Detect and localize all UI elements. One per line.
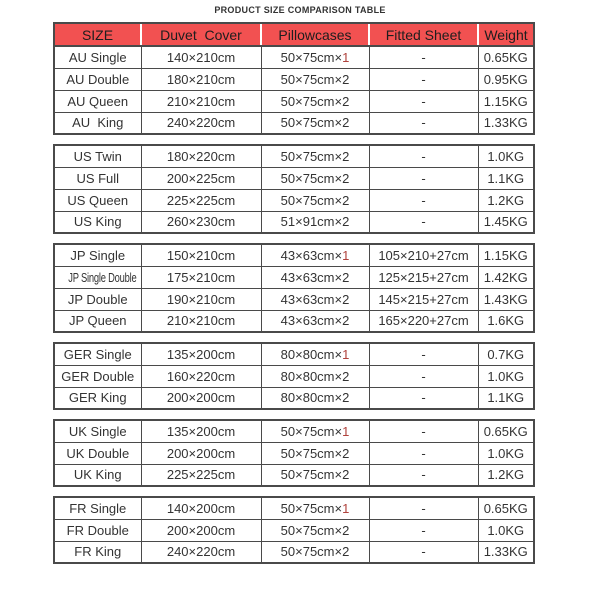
fitted-sheet-text: - [421, 500, 426, 516]
pillowcase-count-text: 2 [342, 313, 350, 329]
size-text: FR Single [69, 500, 127, 516]
weight-cell [478, 442, 534, 464]
duvet-cover-text: 160×220cm [166, 368, 236, 384]
weight-text: 1.1KG [487, 170, 525, 186]
column-header-duvet-cover: Duvet Cover [141, 23, 261, 46]
pillowcase-count-text: 2 [342, 291, 350, 307]
duvet-cover-text: 140×200cm [166, 500, 236, 516]
duvet-cover-cell [141, 365, 261, 387]
duvet-cover-text: 200×200cm [166, 445, 236, 461]
size-table-uk [53, 419, 535, 487]
weight-text: 1.42KG [483, 269, 528, 285]
pillowcase-count-text: 2 [342, 368, 350, 384]
weight-cell [478, 365, 534, 387]
duvet-cover-cell [141, 167, 261, 189]
duvet-cover-text: 135×200cm [166, 346, 236, 362]
size-text: FR Double [66, 522, 129, 538]
weight-text: 1.2KG [487, 467, 525, 483]
size-cell [54, 189, 141, 211]
table-row [54, 288, 534, 310]
weight-text: 1.0KG [487, 148, 525, 164]
fitted-sheet-text: - [421, 445, 426, 461]
fitted-sheet-cell [369, 464, 478, 486]
size-text: AU Queen [67, 93, 129, 109]
fitted-sheet-text: - [421, 148, 426, 164]
size-text: UK King [73, 467, 122, 483]
weight-text: 1.33KG [483, 115, 528, 131]
weight-cell [478, 112, 534, 134]
duvet-cover-cell [141, 541, 261, 563]
duvet-cover-text: 240×220cm [166, 544, 236, 560]
duvet-cover-text: 150×210cm [166, 247, 236, 263]
pillowcase-count-text: 2 [342, 170, 350, 186]
size-text: US Queen [67, 192, 129, 208]
table-row [54, 497, 534, 519]
pillowcase-count-text: 2 [342, 467, 350, 483]
weight-cell [478, 519, 534, 541]
fitted-sheet-cell [369, 365, 478, 387]
duvet-cover-cell [141, 497, 261, 519]
pillowcases-cell [261, 420, 369, 442]
size-cell [54, 464, 141, 486]
pillowcase-size-text: 50×75cm× [280, 445, 343, 461]
size-text: FR King [74, 544, 122, 560]
pillowcase-count-text: 1 [342, 49, 350, 65]
size-cell [54, 90, 141, 112]
duvet-cover-text: 140×210cm [166, 49, 236, 65]
size-table-us [53, 144, 535, 234]
size-cell [54, 266, 141, 288]
pillowcase-count-text: 1 [342, 500, 350, 516]
fitted-sheet-text: - [421, 544, 426, 560]
table-row [54, 365, 534, 387]
column-header-weight: Weight [478, 23, 534, 46]
duvet-cover-cell [141, 90, 261, 112]
pillowcases-cell [261, 112, 369, 134]
fitted-sheet-cell [369, 112, 478, 134]
pillowcase-count-text: 2 [342, 445, 350, 461]
pillowcase-size-text: 43×63cm× [280, 313, 343, 329]
pillowcases-cell [261, 266, 369, 288]
fitted-sheet-text: - [421, 115, 426, 131]
fitted-sheet-cell [369, 189, 478, 211]
duvet-cover-text: 180×220cm [166, 148, 236, 164]
weight-cell [478, 266, 534, 288]
pillowcases-cell [261, 167, 369, 189]
fitted-sheet-text: - [421, 390, 426, 406]
pillowcases-cell [261, 365, 369, 387]
fitted-sheet-cell [369, 519, 478, 541]
pillowcases-cell [261, 497, 369, 519]
pillowcases-cell [261, 343, 369, 365]
size-text: US Twin [73, 148, 122, 164]
weight-cell [478, 387, 534, 409]
table-row [54, 46, 534, 68]
size-tables-container [53, 22, 600, 564]
weight-text: 1.2KG [487, 192, 525, 208]
size-text: JP Single Double [68, 269, 137, 285]
table-row [54, 189, 534, 211]
table-row [54, 211, 534, 233]
size-text: GER Double [61, 368, 135, 384]
size-cell [54, 244, 141, 266]
fitted-sheet-cell [369, 68, 478, 90]
fitted-sheet-cell [369, 244, 478, 266]
pillowcase-size-text: 43×63cm× [280, 247, 343, 263]
table-row [54, 90, 534, 112]
table-row [54, 541, 534, 563]
pillowcases-cell [261, 46, 369, 68]
weight-text: 1.45KG [483, 214, 528, 230]
weight-text: 0.65KG [483, 500, 528, 516]
duvet-cover-text: 210×210cm [166, 313, 236, 329]
table-row [54, 464, 534, 486]
duvet-cover-cell [141, 112, 261, 134]
duvet-cover-cell [141, 46, 261, 68]
pillowcase-size-text: 80×80cm× [280, 346, 343, 362]
fitted-sheet-text: 125×215+27cm [378, 269, 469, 285]
size-cell [54, 519, 141, 541]
pillowcases-cell [261, 90, 369, 112]
pillowcase-count-text: 2 [342, 269, 350, 285]
weight-text: 1.6KG [487, 313, 525, 329]
size-text: JP Single [70, 247, 126, 263]
pillowcase-count-text: 2 [342, 544, 350, 560]
duvet-cover-text: 225×225cm [166, 467, 236, 483]
fitted-sheet-cell [369, 442, 478, 464]
size-text: UK Single [68, 423, 127, 439]
column-header-fitted-sheet: Fitted Sheet [369, 23, 478, 46]
fitted-sheet-text: - [421, 467, 426, 483]
weight-cell [478, 189, 534, 211]
fitted-sheet-text: - [421, 71, 426, 87]
fitted-sheet-text: - [421, 423, 426, 439]
pillowcases-cell [261, 145, 369, 167]
duvet-cover-cell [141, 145, 261, 167]
pillowcase-size-text: 50×75cm× [280, 115, 343, 131]
pillowcase-count-text: 2 [342, 192, 350, 208]
size-table-au [53, 22, 535, 135]
pillowcase-count-text: 2 [342, 214, 350, 230]
fitted-sheet-text: - [421, 368, 426, 384]
duvet-cover-text: 200×200cm [166, 390, 236, 406]
fitted-sheet-cell [369, 46, 478, 68]
size-cell [54, 497, 141, 519]
table-row [54, 68, 534, 90]
weight-text: 1.1KG [487, 390, 525, 406]
table-row [54, 519, 534, 541]
fitted-sheet-cell [369, 497, 478, 519]
duvet-cover-text: 260×230cm [166, 214, 236, 230]
fitted-sheet-cell [369, 211, 478, 233]
pillowcases-cell [261, 442, 369, 464]
fitted-sheet-cell [369, 343, 478, 365]
weight-cell [478, 145, 534, 167]
duvet-cover-cell [141, 189, 261, 211]
duvet-cover-cell [141, 464, 261, 486]
table-row [54, 244, 534, 266]
fitted-sheet-text: - [421, 346, 426, 362]
size-cell [54, 167, 141, 189]
size-cell [54, 343, 141, 365]
duvet-cover-text: 135×200cm [166, 423, 236, 439]
pillowcase-size-text: 50×75cm× [280, 467, 343, 483]
pillowcase-size-text: 50×75cm× [280, 170, 343, 186]
weight-cell [478, 288, 534, 310]
table-row [54, 112, 534, 134]
pillowcase-count-text: 2 [342, 522, 350, 538]
pillowcase-size-text: 50×75cm× [280, 93, 343, 109]
weight-text: 0.65KG [483, 49, 528, 65]
weight-cell [478, 211, 534, 233]
weight-cell [478, 244, 534, 266]
fitted-sheet-text: - [421, 214, 426, 230]
duvet-cover-cell [141, 442, 261, 464]
duvet-cover-cell [141, 519, 261, 541]
weight-text: 1.0KG [487, 522, 525, 538]
duvet-cover-cell [141, 343, 261, 365]
size-text: GER King [68, 390, 127, 406]
table-row [54, 387, 534, 409]
table-row [54, 310, 534, 332]
column-header-size: SIZE [54, 23, 141, 46]
pillowcase-count-text: 2 [342, 71, 350, 87]
weight-cell [478, 420, 534, 442]
pillowcases-cell [261, 519, 369, 541]
fitted-sheet-cell [369, 167, 478, 189]
pillowcase-size-text: 51×91cm× [280, 214, 343, 230]
size-text: AU Single [68, 49, 127, 65]
size-text: US Full [76, 170, 120, 186]
header-row [54, 23, 534, 46]
size-text: UK Double [66, 445, 130, 461]
fitted-sheet-cell [369, 145, 478, 167]
pillowcases-cell [261, 288, 369, 310]
duvet-cover-text: 200×200cm [166, 522, 236, 538]
weight-text: 0.95KG [483, 71, 528, 87]
fitted-sheet-cell [369, 420, 478, 442]
pillowcases-cell [261, 310, 369, 332]
pillowcase-size-text: 43×63cm× [280, 291, 343, 307]
fitted-sheet-text: 145×215+27cm [378, 291, 469, 307]
pillowcase-size-text: 43×63cm× [280, 269, 343, 285]
weight-text: 0.65KG [483, 423, 528, 439]
size-cell [54, 145, 141, 167]
size-text: JP Queen [68, 313, 127, 329]
weight-text: 1.43KG [483, 291, 528, 307]
pillowcase-size-text: 50×75cm× [280, 49, 343, 65]
duvet-cover-cell [141, 310, 261, 332]
pillowcase-count-text: 2 [342, 115, 350, 131]
fitted-sheet-cell [369, 541, 478, 563]
weight-cell [478, 497, 534, 519]
duvet-cover-cell [141, 288, 261, 310]
fitted-sheet-text: - [421, 49, 426, 65]
weight-cell [478, 68, 534, 90]
size-cell [54, 541, 141, 563]
duvet-cover-text: 180×210cm [166, 71, 236, 87]
table-row [54, 442, 534, 464]
pillowcase-size-text: 50×75cm× [280, 522, 343, 538]
pillowcases-cell [261, 387, 369, 409]
fitted-sheet-text: 105×210+27cm [378, 247, 469, 263]
fitted-sheet-text: 165×220+27cm [378, 313, 469, 329]
weight-cell [478, 310, 534, 332]
size-cell [54, 112, 141, 134]
weight-cell [478, 167, 534, 189]
weight-text: 1.0KG [487, 368, 525, 384]
fitted-sheet-text: - [421, 170, 426, 186]
column-header-pillowcases: Pillowcases [261, 23, 369, 46]
duvet-cover-text: 240×220cm [166, 115, 236, 131]
page-title: PRODUCT SIZE COMPARISON TABLE [214, 5, 386, 15]
pillowcase-size-text: 80×80cm× [280, 368, 343, 384]
size-cell [54, 211, 141, 233]
pillowcases-cell [261, 211, 369, 233]
pillowcase-size-text: 50×75cm× [280, 423, 343, 439]
size-text: AU Double [66, 71, 130, 87]
size-text: AU King [72, 115, 124, 131]
fitted-sheet-cell [369, 310, 478, 332]
duvet-cover-cell [141, 420, 261, 442]
pillowcases-cell [261, 541, 369, 563]
size-text: US King [73, 214, 122, 230]
duvet-cover-text: 200×225cm [166, 170, 236, 186]
pillowcase-size-text: 50×75cm× [280, 500, 343, 516]
pillowcase-count-text: 2 [342, 93, 350, 109]
fitted-sheet-cell [369, 387, 478, 409]
size-table-fr [53, 496, 535, 564]
table-row [54, 266, 534, 288]
pillowcase-count-text: 1 [342, 423, 350, 439]
table-row [54, 420, 534, 442]
size-text: GER Single [63, 346, 132, 362]
fitted-sheet-cell [369, 266, 478, 288]
pillowcase-count-text: 1 [342, 247, 350, 263]
weight-text: 1.15KG [483, 247, 528, 263]
fitted-sheet-cell [369, 288, 478, 310]
weight-text: 0.7KG [487, 346, 525, 362]
fitted-sheet-text: - [421, 192, 426, 208]
duvet-cover-cell [141, 266, 261, 288]
fitted-sheet-text: - [421, 93, 426, 109]
fitted-sheet-cell [369, 90, 478, 112]
duvet-cover-text: 225×225cm [166, 192, 236, 208]
pillowcase-count-text: 2 [342, 148, 350, 164]
size-cell [54, 68, 141, 90]
duvet-cover-cell [141, 244, 261, 266]
pillowcases-cell [261, 464, 369, 486]
size-cell [54, 420, 141, 442]
weight-cell [478, 343, 534, 365]
duvet-cover-cell [141, 387, 261, 409]
duvet-cover-text: 190×210cm [166, 291, 236, 307]
weight-cell [478, 541, 534, 563]
pillowcases-cell [261, 68, 369, 90]
pillowcase-size-text: 50×75cm× [280, 71, 343, 87]
pillowcase-count-text: 1 [342, 346, 350, 362]
duvet-cover-text: 175×210cm [166, 269, 236, 285]
pillowcase-size-text: 50×75cm× [280, 148, 343, 164]
size-text: JP Double [67, 291, 128, 307]
weight-text: 1.15KG [483, 93, 528, 109]
size-cell [54, 442, 141, 464]
pillowcase-size-text: 50×75cm× [280, 544, 343, 560]
weight-cell [478, 90, 534, 112]
fitted-sheet-text: - [421, 522, 426, 538]
size-table-ger [53, 342, 535, 410]
size-cell [54, 365, 141, 387]
weight-text: 1.0KG [487, 445, 525, 461]
duvet-cover-cell [141, 211, 261, 233]
size-cell [54, 46, 141, 68]
table-row [54, 343, 534, 365]
size-cell [54, 387, 141, 409]
weight-text: 1.33KG [483, 544, 528, 560]
size-table-jp [53, 243, 535, 333]
duvet-cover-text: 210×210cm [166, 93, 236, 109]
pillowcase-size-text: 80×80cm× [280, 390, 343, 406]
table-row [54, 167, 534, 189]
pillowcase-count-text: 2 [342, 390, 350, 406]
pillowcases-cell [261, 189, 369, 211]
size-cell [54, 288, 141, 310]
table-row [54, 145, 534, 167]
weight-cell [478, 464, 534, 486]
duvet-cover-cell [141, 68, 261, 90]
size-cell [54, 310, 141, 332]
weight-cell [478, 46, 534, 68]
pillowcase-size-text: 50×75cm× [280, 192, 343, 208]
pillowcases-cell [261, 244, 369, 266]
